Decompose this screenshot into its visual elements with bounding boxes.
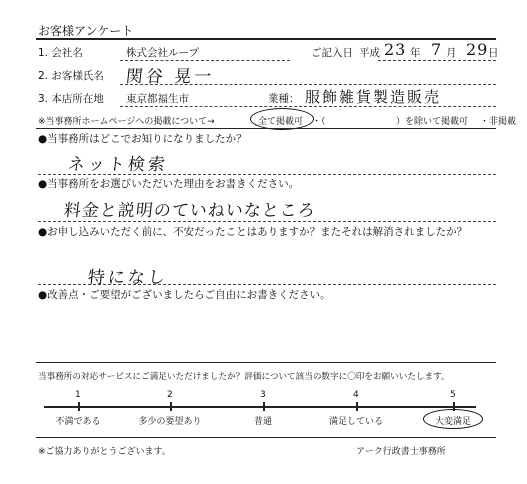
name-underline [120, 84, 496, 85]
question-2-underline [38, 221, 496, 222]
rating-question: 当事務所の対応サービスにご満足いただけましたか？評価について該当の数字に〇印をお願いいたします。 [38, 372, 450, 382]
date-month: 7 [431, 40, 443, 59]
company-value: 株式会社ループ [126, 47, 199, 59]
date-year: 23 [384, 40, 407, 59]
rating-label-3: 普通 [253, 417, 273, 427]
question-2-label: ●当事務所をお選びいただいた理由をお書きください。 [38, 178, 300, 190]
address-underline [120, 106, 496, 107]
name-label: 2. お客様氏名 [38, 70, 104, 82]
rating-tick-1 [78, 402, 80, 411]
footer-office: アーク行政書士事務所 [356, 447, 446, 457]
rating-number-4[interactable]: 4 [353, 390, 359, 400]
homepage-option-except: ）を除いて掲載可 [396, 117, 469, 127]
date-label: ご記入日 [311, 47, 353, 59]
question-1-answer: ネット検索 [66, 155, 169, 175]
rating-bottom-rule [36, 437, 496, 438]
homepage-selected-circle [250, 108, 314, 130]
title-rule [36, 38, 496, 40]
rating-top-rule [36, 362, 496, 363]
question-2-answer: 料金と説明のていねいなところ [62, 201, 317, 221]
date-year-unit: 年 [410, 47, 421, 59]
address-label: 3. 本店所在地 [38, 93, 104, 105]
rating-selected-circle [423, 409, 483, 429]
question-3-underline [38, 284, 496, 285]
rating-label-4: 満足している [328, 417, 384, 427]
rating-scale-line [44, 406, 476, 408]
company-underline [120, 60, 290, 61]
question-1-underline [38, 174, 496, 175]
footer-thanks: ※ご協力ありがとうございます。 [38, 447, 171, 457]
name-value: 関谷 晃一 [124, 67, 216, 87]
date-day: 29 [466, 40, 489, 59]
rating-tick-2 [170, 402, 172, 411]
homepage-option-all: 全て掲載可 [258, 117, 304, 127]
rating-label-1: 不満である [55, 417, 101, 427]
date-underline [378, 60, 496, 61]
homepage-question: ※当事務所ホームページへの掲載について→ [38, 117, 215, 127]
header-bottom-rule [36, 128, 496, 129]
rating-label-5: 大変満足 [434, 417, 472, 427]
business-label: 業種： [268, 93, 300, 105]
rating-tick-4 [356, 402, 358, 411]
question-1-label: ●当事務所はどこでお知りになりましたか？ [38, 133, 247, 145]
homepage-separator: ・（ [312, 117, 326, 127]
date-day-unit: 日 [488, 47, 499, 59]
rating-number-1[interactable]: 1 [75, 390, 81, 400]
rating-number-5[interactable]: 5 [450, 390, 456, 400]
business-value: 服飾雑貨製造販売 [305, 88, 442, 106]
date-era: 平成 [359, 47, 380, 59]
form-title: お客様アンケート [38, 24, 134, 38]
rating-number-2[interactable]: 2 [167, 390, 173, 400]
date-month-unit: 月 [446, 47, 457, 59]
homepage-option-no: ・非掲載 [480, 117, 517, 127]
rating-label-2: 多少の要望あり [138, 417, 202, 427]
company-label: 1. 会社名 [38, 47, 83, 59]
question-4-label: ●改善点・ご要望がございましたらご自由にお書きください。 [38, 289, 331, 301]
address-value: 東京都福生市 [126, 93, 189, 105]
question-3-answer: 特になし [86, 268, 169, 288]
question-3-label: ●お申し込みいただく前に、不安だったことはありますか？またそれは解消されましたか？ [38, 226, 468, 238]
rating-tick-3 [263, 402, 265, 411]
rating-number-3[interactable]: 3 [260, 390, 266, 400]
